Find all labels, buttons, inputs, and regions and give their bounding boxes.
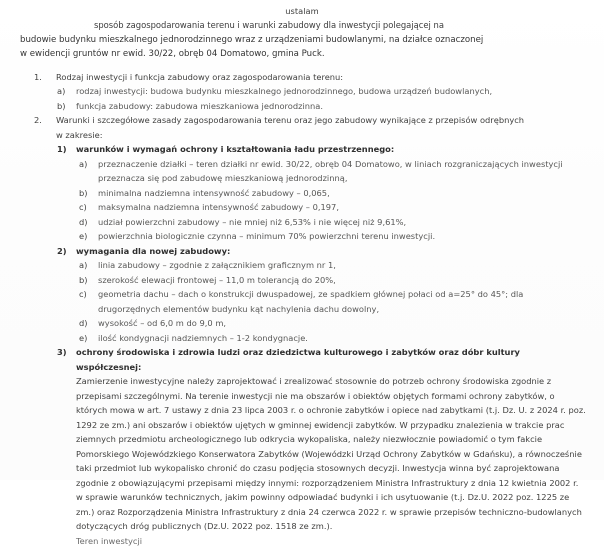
subsection-3-title: ochrony środowiska i zdrowia ludzi oraz dziedzictwa kulturowego i zabytków oraz dóbr kultury współczesnej: xyxy=(76,347,520,372)
item-marker: b) xyxy=(79,274,88,285)
section-2-title-row xyxy=(10,113,594,128)
list-item xyxy=(10,287,594,316)
item-marker: a) xyxy=(57,86,66,97)
subsection-2-title-row xyxy=(10,244,594,259)
subsection-1-title: warunków i wymagań ochrony i kształtowania ładu przestrzennego: xyxy=(76,144,395,155)
list-item xyxy=(10,331,594,346)
list-item xyxy=(10,215,594,230)
item-text: linia zabudowy – zgodnie z załącznikiem graficznym nr 1, xyxy=(98,260,336,271)
item-text: powierzchnia biologicznie czynna – minimum 70% powierzchni terenu inwestycji. xyxy=(98,231,436,242)
subsection-3-title-row xyxy=(10,345,594,374)
item-marker: b) xyxy=(57,100,66,111)
subsection-2-marker: 2) xyxy=(57,245,67,256)
environmental-protection-paragraph: Zamierzenie inwestycyjne należy zaprojektować i zrealizować stosownie do potrzeb ochrony środowiska zgodnie z przepisami szczególnymi. Na terenie inwestycji nie ma obszarów i obiektów objętych formami ochrony zabytków, o których mowa w art. 7 ustawy z dnia 23 lipca 2003 r. o ochronie zabytków i opiece nad zabytkami (t.j. Dz. U. z 2024 r. poz. 1292 ze zm.) ani obszarów i obiektów ujętych w gminnej ewidencji zabytków. W przypadku znalezienia w trakcie prac ziemnych przedmiotu archeologicznego lub odkrycia wykopaliska, należy niezwłocznie powiadomić o tym fakcie Pomorskiego Wojewódzkiego Konserwatora Zabytków (Wojewódzki Urząd Ochrony Zabytków w Gdańsku), a równocześnie taki przedmiot lub wykopalisko chronić do czasu podjęcia stosownych decyzji. Inwestycja winna być zaprojektowana zgodnie z obowiązującymi przepisami między innymi: rozporządzeniem Ministra Infrastruktury z dnia 12 kwietnia 2002 r. w sprawie warunków technicznych, jakim powinny odpowiadać budynki i ich usytuowanie (t.j. Dz.U. 2022 poz. 1225 ze zm.) oraz Rozporządzenia Ministra Infrastruktury z dnia 24 czerwca 2022 r. w sprawie przepisów techniczno-budowlanych dotyczących dróg publicznych (Dz.U. 2022 poz. 1518 ze zm.). xyxy=(76,376,586,532)
list-item xyxy=(10,200,594,215)
heading-spacer xyxy=(10,62,594,70)
list-item xyxy=(10,316,594,331)
section-2-title: Warunki i szczegółowe zasady zagospodarowania terenu oraz jego zabudowy wynikające z przepisów odrębnych xyxy=(56,115,525,126)
item-marker: d) xyxy=(79,216,88,227)
item-text: geometria dachu – dach o konstrukcji dwuspadowej, ze spadkiem głównej połaci od a=25° do 45°; dla drugorzędnych elementów budynku kąt nachylenia dachu dowolny, xyxy=(98,289,524,314)
section-1-marker: 1. xyxy=(34,71,42,82)
section-1-title-row xyxy=(10,70,594,85)
list-item xyxy=(10,229,594,244)
item-marker: e) xyxy=(79,332,88,343)
item-text: wysokość – od 6,0 m do 9,0 m, xyxy=(98,318,227,329)
item-marker: a) xyxy=(79,260,88,271)
item-text: rodzaj inwestycji: budowa budynku mieszkalnego jednorodzinnego, budowa urządzeń budowlanych, xyxy=(76,86,493,97)
page-bottom-cut-line: Teren inwestycji xyxy=(76,535,143,546)
list-item xyxy=(10,157,594,186)
item-marker: c) xyxy=(79,202,87,213)
section-2-marker: 2. xyxy=(34,115,42,126)
item-text: ilość kondygnacji nadziemnych – 1-2 kondygnacje. xyxy=(98,332,308,343)
list-item xyxy=(10,186,594,201)
item-text: szerokość elewacji frontowej – 11,0 m tolerancją do 20%, xyxy=(98,274,336,285)
heading-line-2: budowie budynku mieszkalnego jednorodzinnego wraz z urządzeniami budowlanymi, na działce oznaczonej xyxy=(20,34,484,45)
list-item xyxy=(10,99,594,114)
item-text: przeznaczenie działki – teren działki nr ewid. 30/22, obręb 04 Domatowo, w liniach rozgraniczających inwestycji przeznacza się pod zabudowę mieszkaniową jednorodzinną, xyxy=(98,158,563,184)
item-text: funkcja zabudowy: zabudowa mieszkaniowa jednorodzinna. xyxy=(76,100,324,111)
list-item xyxy=(10,258,594,273)
item-text: udział powierzchni zabudowy – nie mniej niż 6,53% i nie więcej niż 9,61%, xyxy=(98,216,407,227)
heading-line-3: w ewidencji gruntów nr ewid. 30/22, obręb 04 Domatowo, gmina Puck. xyxy=(20,49,325,60)
item-marker: c) xyxy=(79,289,87,300)
section-2-title-continuation: w zakresie: xyxy=(56,129,103,140)
decision-keyword: ustalam xyxy=(285,6,319,16)
item-text: maksymalna nadziemna intensywność zabudowy – 0,197, xyxy=(98,202,339,213)
subsection-3-marker: 3) xyxy=(57,347,67,358)
list-item xyxy=(10,273,594,288)
item-marker: b) xyxy=(79,187,88,198)
item-marker: e) xyxy=(79,231,88,242)
subsection-2-title: wymagania dla nowej zabudowy: xyxy=(76,245,231,256)
item-marker: a) xyxy=(79,158,88,169)
section-1-title: Rodzaj inwestycji i funkcja zabudowy oraz zagospodarowania terenu: xyxy=(56,71,344,82)
subsection-1-title-row xyxy=(10,142,594,157)
subsection-1-marker: 1) xyxy=(57,144,67,155)
list-item xyxy=(10,84,594,99)
item-marker: d) xyxy=(79,318,88,329)
item-text: minimalna nadziemna intensywność zabudowy – 0,065, xyxy=(98,187,330,198)
heading-line-1: sposób zagospodarowania terenu i warunki zabudowy dla inwestycji polegającej na xyxy=(94,20,444,30)
document-body xyxy=(10,4,594,546)
